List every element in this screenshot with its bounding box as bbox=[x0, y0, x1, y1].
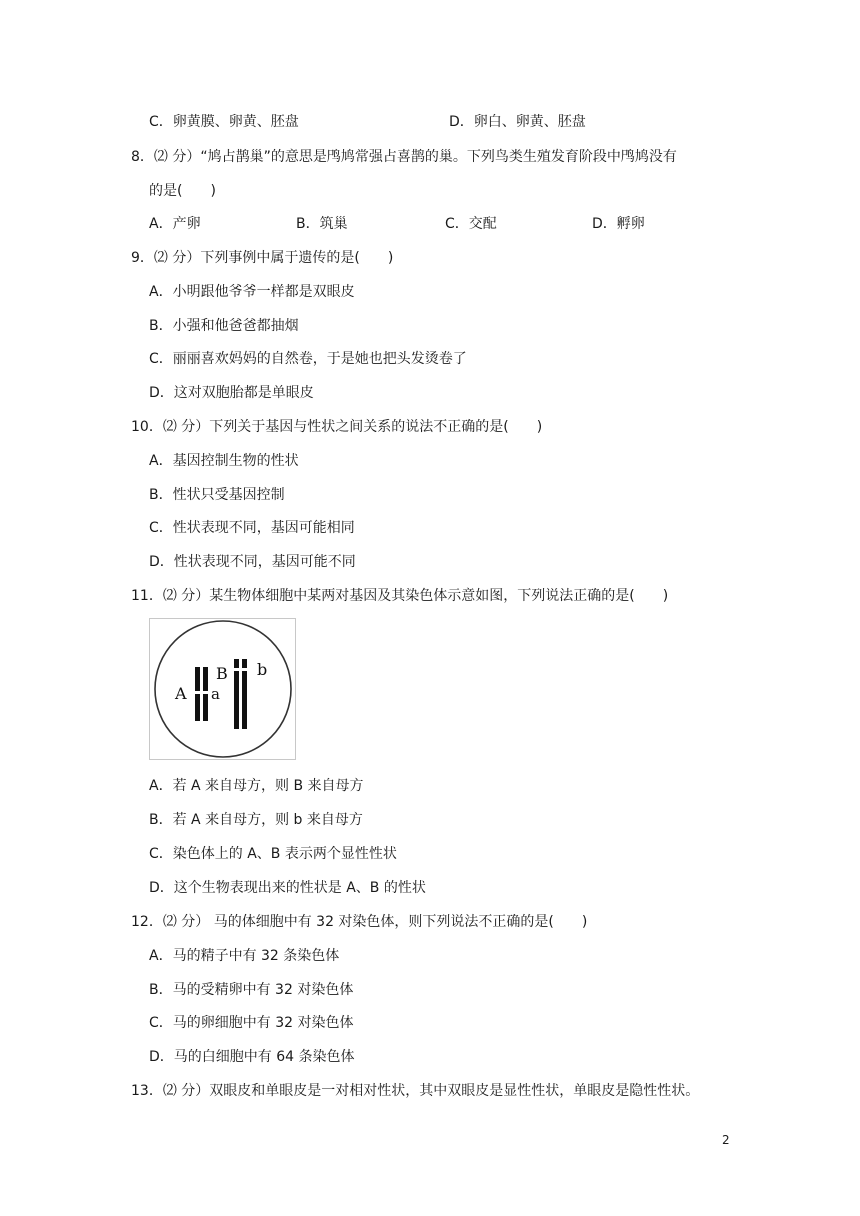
q9-option-d: D．这对双胞胎都是单眼皮 bbox=[149, 385, 314, 401]
q12-stem: 12．⑵ 分） 马的体细胞中有 32 对染色体，则下列说法不正确的是( ) bbox=[131, 914, 588, 930]
q10-option-c: C．性状表现不同，基因可能相同 bbox=[149, 520, 355, 536]
q11-stem: 11．⑵ 分）某生物体细胞中某两对基因及其染色体示意如图，下列说法正确的是( ) bbox=[131, 588, 669, 604]
q7-option-c: C．卵黄膜、卵黄、胚盘 bbox=[149, 114, 299, 130]
q7-option-d: D．卵白、卵黄、胚盘 bbox=[449, 114, 586, 130]
chromosome-diagram bbox=[149, 618, 296, 760]
gene-label-B: B bbox=[216, 664, 228, 683]
q8-option-b: B．筑巢 bbox=[296, 216, 348, 232]
gene-label-b: b bbox=[257, 660, 268, 679]
q12-option-d: D．马的白细胞中有 64 条染色体 bbox=[149, 1049, 355, 1065]
centromere-left bbox=[193, 691, 210, 694]
page-number: 2 bbox=[722, 1133, 730, 1147]
q8-stem-line2: 的是( ) bbox=[149, 183, 216, 199]
q11-option-b: B．若 A 来自母方，则 b 来自母方 bbox=[149, 812, 363, 828]
q10-option-d: D．性状表现不同，基因可能不同 bbox=[149, 554, 356, 570]
chromosome-diagram-svg bbox=[150, 619, 295, 759]
q11-option-a: A．若 A 来自母方，则 B 来自母方 bbox=[149, 778, 364, 794]
q8-option-a: A．产卵 bbox=[149, 216, 201, 232]
q9-option-b: B．小强和他爸爸都抽烟 bbox=[149, 318, 299, 334]
q12-option-b: B．马的受精卵中有 32 对染色体 bbox=[149, 982, 354, 998]
q12-option-c: C．马的卵细胞中有 32 对染色体 bbox=[149, 1015, 354, 1031]
centromere-right bbox=[232, 668, 249, 671]
q11-option-c: C．染色体上的 A、B 表示两个显性性状 bbox=[149, 846, 397, 862]
q9-stem: 9．⑵ 分）下列事例中属于遗传的是( ) bbox=[131, 250, 394, 266]
q10-stem: 10．⑵ 分）下列关于基因与性状之间关系的说法不正确的是( ) bbox=[131, 419, 543, 435]
q8-option-c: C．交配 bbox=[445, 216, 497, 232]
q13-stem: 13．⑵ 分）双眼皮和单眼皮是一对相对性状，其中双眼皮是显性性状，单眼皮是隐性性状。 bbox=[131, 1083, 700, 1099]
q9-option-a: A．小明跟他爷爷一样都是双眼皮 bbox=[149, 284, 355, 300]
q11-option-d: D．这个生物表现出来的性状是 A、B 的性状 bbox=[149, 880, 426, 896]
q8-option-d: D．孵卵 bbox=[592, 216, 645, 232]
q10-option-a: A．基因控制生物的性状 bbox=[149, 453, 299, 469]
q12-option-a: A．马的精子中有 32 条染色体 bbox=[149, 948, 340, 964]
q9-option-c: C．丽丽喜欢妈妈的自然卷，于是她也把头发烫卷了 bbox=[149, 351, 467, 367]
q8-stem-line1: 8．⑵ 分）“鸠占鹊巢”的意思是鸤鸠常强占喜鹊的巢。下列鸟类生殖发育阶段中鸤鸠没有 bbox=[131, 149, 677, 165]
q10-option-b: B．性状只受基因控制 bbox=[149, 487, 285, 503]
gene-label-A: A bbox=[175, 684, 187, 703]
gene-label-a: a bbox=[211, 685, 220, 703]
